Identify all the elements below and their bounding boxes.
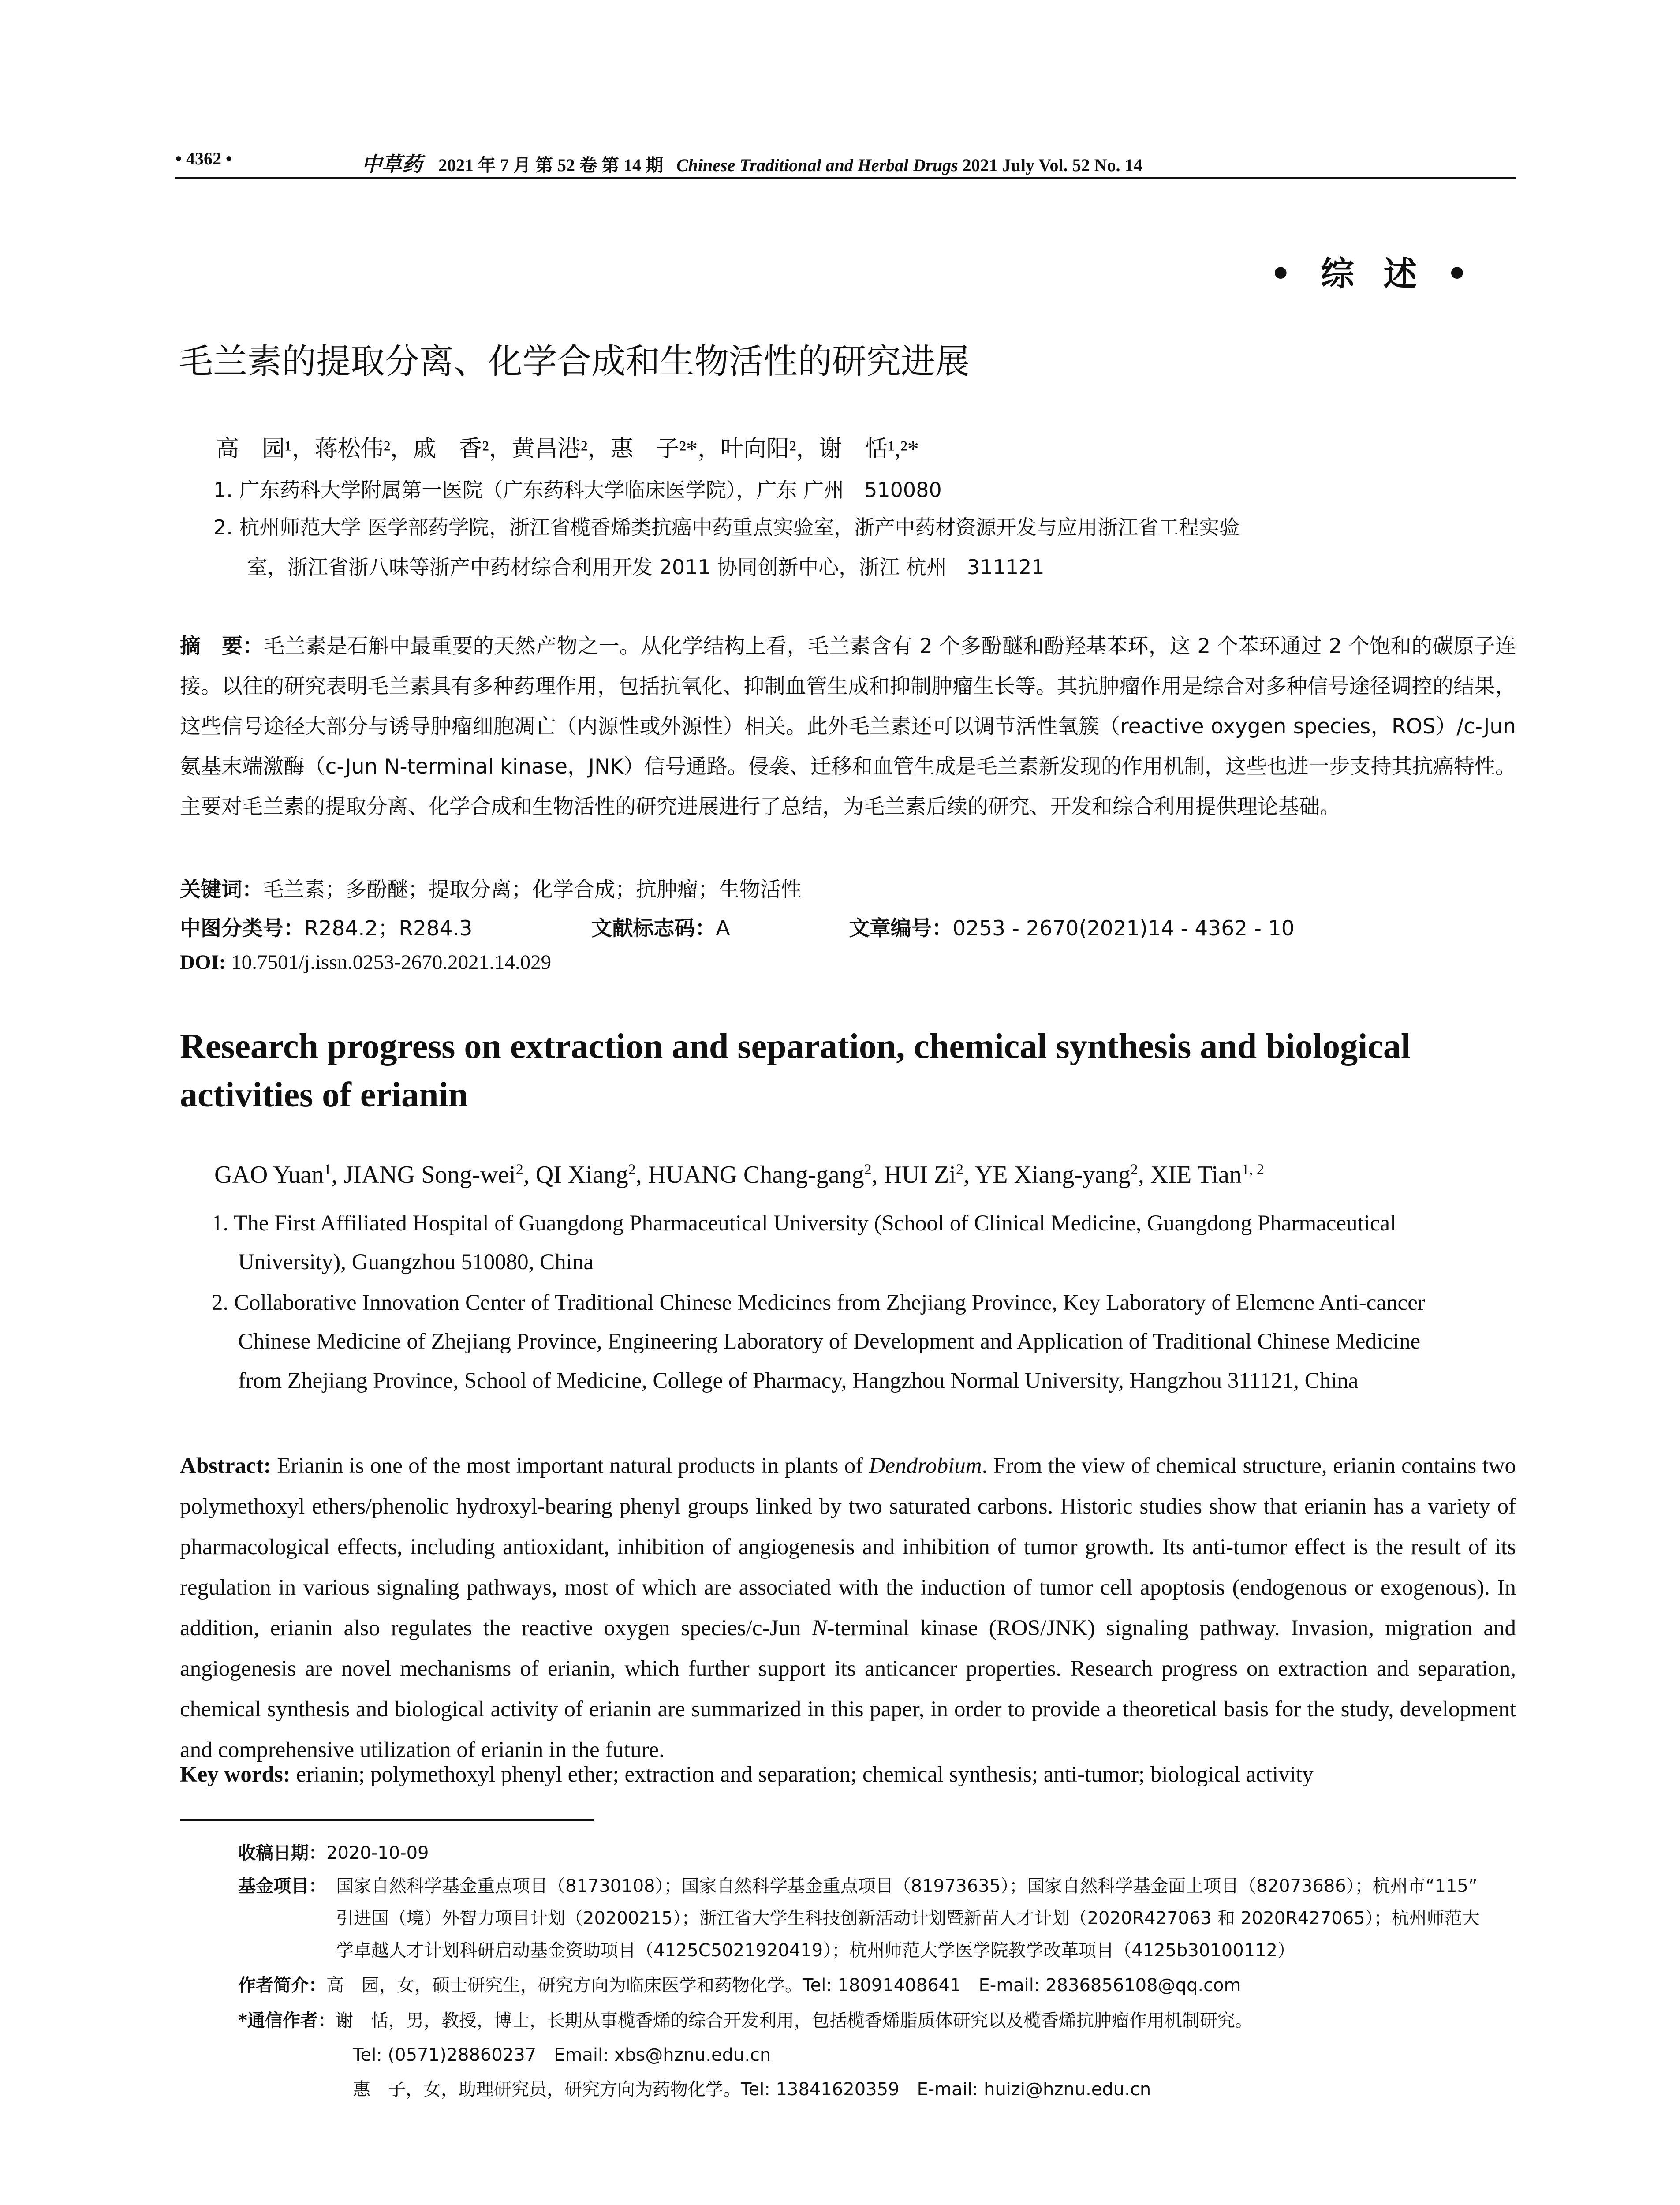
affiliation-cn-2-cont: 室，浙江省浙八味等浙产中药材综合利用开发 2011 协同创新中心，浙江 杭州 311121 (247, 555, 1045, 579)
keywords-cn-text: 毛兰素；多酚醚；提取分离；化学合成；抗肿瘤；生物活性 (263, 878, 802, 902)
abstract-cn (180, 626, 1516, 827)
affiliation-en-2: 2. Collaborative Innovation Center of Traditional Chinese Medicines from Zhejiang Province, Key Laboratory of Elemene Anti-cancer (212, 1290, 1425, 1315)
affiliation-cn-2: 2. 杭州师范大学 医学部药学院，浙江省榄香烯类抗癌中药重点实验室，浙产中药材资源开发与应用浙江省工程实验 (213, 516, 1240, 539)
abstract-en-text-b: . From the view of chemical structure, erianin contains two polymethoxyl ethers/phenolic hydroxyl-bearing phenyl groups linked by two saturated carbons. Historic studies show that erianin has a variety of pharmacological effects, including antioxidant, inhibition of angiogenesis and inhibition of tumor growth. Its anti-tumor effect is the result of its regulation in various signaling pathways, most of which are associated with the induction of tumor cell apoptosis (endogenous or exogenous). In addition, erianin also regulates the reactive oxygen species/c-Jun (180, 1454, 1516, 1641)
received-value: 2020-10-09 (326, 1843, 429, 1863)
corr-line-2: Tel: (0571)28860237 Email: xbs@hznu.edu.cn (353, 2045, 771, 2065)
fund-label (238, 1872, 326, 1897)
author-en-affiliation-mark: 2 (515, 1161, 523, 1178)
author-en-name: YE Xiang-yang (974, 1161, 1131, 1188)
footnote-rule (180, 1819, 594, 1821)
author-en-name: QI Xiang (535, 1161, 628, 1188)
doi-line (180, 950, 551, 974)
journal-name-en: Chinese Traditional and Herbal Drugs (676, 155, 958, 175)
corr-label: *通信作者： (238, 2011, 336, 2031)
abstract-en-text-c: -terminal kinase (ROS/JNK) signaling pathway. Invasion, migration and angiogenesis are novel mechanisms of erianin, which further support its anticancer properties. Research progress on extraction and separation, chemical synthesis and biological activity of erianin are summarized in this paper, in order to provide a theoretical basis for the study, development and comprehensive utilization of erianin in the future. (180, 1616, 1516, 1762)
author-en-name: HUANG Chang-gang (648, 1161, 864, 1188)
author-en-name: JIANG Song-wei (343, 1161, 516, 1188)
doi-value: 10.7501/j.issn.0253-2670.2021.14.029 (231, 951, 552, 974)
author-bio-text: 高 园，女，硕士研究生，研究方向为临床医学和药物化学。Tel: 18091408641 E-mail: 2836856108@qq.com (326, 1975, 1241, 1996)
keywords-en (180, 1762, 1314, 1787)
authors-cn: 高 园¹，蒋松伟²，戚 香²，黄昌港²，惠 子²*，叶向阳²，谢 恬¹,²* (216, 437, 919, 462)
fund-label-text: 基金项目： (238, 1876, 326, 1896)
abstract-en-italic-b: N (812, 1616, 827, 1641)
fund-line-1: 国家自然科学基金重点项目（81730108）；国家自然科学基金重点项目（81973635）；国家自然科学基金面上项目（82073686）；杭州市“115” (336, 1876, 1478, 1896)
keywords-en-label: Key words: (180, 1762, 291, 1787)
abstract-cn-text: 毛兰素是石斛中最重要的天然产物之一。从化学结构上看，毛兰素含有 2 个多酚醚和酚羟基苯环，这 2 个苯环通过 2 个饱和的碳原子连接。以往的研究表明毛兰素具有多种药理作用，包括抗氧化、抑制血管生成和抑制肿瘤生长等。其抗肿瘤作用是综合对多种信号途径调控的结果，这些信号途径大部分与诱导肿瘤细胞凋亡（内源性或外源性）相关。此外毛兰素还可以调节活性氧簇（reactive oxygen species，ROS）/c-Jun 氨基末端激酶（c-Jun N-terminal kinase，JNK）信号通路。侵袭、迁移和血管生成是毛兰素新发现的作用机制，这些也进一步支持其抗癌特性。主要对毛兰素的提取分离、化学合成和生物活性的研究进展进行了总结，为毛兰素后续的研究、开发和综合利用提供理论基础。 (180, 634, 1516, 819)
doc-code-label: 文献标志码： (591, 916, 716, 941)
received-date (238, 1839, 429, 1864)
abstract-en-text-a: Erianin is one of the most important natural products in plants of (271, 1454, 869, 1478)
authors-en: GAO Yuan$^1$, JIANG Song-wei$^2$, QI Xiang$^2$, HUANG Chang-gang$^2$, HUI Zi$^2$, YE Xiang-yang$^2$, XIE Tian$^{1, 2}$ (214, 1161, 1264, 1188)
fund-line-2: 引进国（境）外智力项目计划（20200215）；浙江省大学生科技创新活动计划暨新苗人才计划（2020R427063 和 2020R427065）；杭州师范大 (336, 1908, 1480, 1928)
author-bio-label: 作者简介： (238, 1975, 326, 1996)
abstract-cn-label: 摘 要： (180, 634, 264, 658)
affiliation-en-1-cont: University), Guangzhou 510080, China (238, 1250, 594, 1274)
journal-logo: 中草药 (362, 152, 422, 176)
author-en-name: GAO Yuan (214, 1161, 324, 1188)
author-en-affiliation-mark: 1, 2 (1241, 1161, 1264, 1178)
clc-value: R284.2；R284.3 (304, 916, 473, 941)
issue-cn: 2021 年 7 月 第 52 卷 第 14 期 (438, 155, 663, 175)
author-bio (238, 1971, 1241, 1996)
corr-line-1: 谢 恬，男，教授，博士，长期从事榄香烯的综合开发利用，包括榄香烯脂质体研究以及榄香烯抗肿瘤作用机制研究。 (335, 2011, 1253, 2031)
corr-line-3: 惠 子，女，助理研究员，研究方向为药物化学。Tel: 13841620359 E-mail: huizi@hznu.edu.cn (353, 2079, 1151, 2100)
clc-label: 中图分类号： (180, 916, 304, 941)
abstract-en-label: Abstract: (180, 1454, 271, 1478)
author-en-affiliation-mark: 1 (324, 1161, 332, 1178)
author-en-name: HUI Zi (884, 1161, 956, 1188)
author-en-affiliation-mark: 2 (628, 1161, 636, 1178)
affiliation-en-2-cont-1: Chinese Medicine of Zhejiang Province, Engineering Laboratory of Development and Application of Traditional Chinese Medicine (238, 1329, 1421, 1354)
article-no-value: 0253 - 2670(2021)14 - 4362 - 10 (952, 916, 1295, 941)
corresponding-author (238, 2007, 1253, 2032)
article-no-label: 文章编号： (849, 916, 953, 941)
keywords-cn-label: 关键词： (180, 878, 263, 902)
abstract-en-italic-a: Dendrobium (869, 1454, 982, 1478)
fund-line-3: 学卓越人才计划科研启动基金资助项目（4125C5021920419）；杭州师范大学医学院教学改革项目（4125b30100112） (336, 1940, 1295, 1961)
keywords-en-text: erianin; polymethoxyl phenyl ether; extraction and separation; chemical synthesis; anti-tumor; biological activity (290, 1762, 1314, 1787)
abstract-en (180, 1446, 1516, 1770)
author-en-affiliation-mark: 2 (864, 1161, 872, 1178)
title-en: Research progress on extraction and separation, chemical synthesis and biological activities of erianin (180, 1027, 1411, 1114)
affiliation-en-2-cont-2: from Zhejiang Province, School of Medicine, College of Pharmacy, Hangzhou Normal University, Hangzhou 311121, China (238, 1368, 1359, 1393)
title-cn: 毛兰素的提取分离、化学合成和生物活性的研究进展 (179, 342, 970, 381)
page-number: • 4362 • (175, 149, 232, 168)
affiliation-en-1: 1. The First Affiliated Hospital of Guangdong Pharmaceutical University (School of Clinical Medicine, Guangdong Pharmaceutical (212, 1211, 1396, 1236)
author-en-affiliation-mark: 2 (1130, 1161, 1138, 1178)
affiliation-cn-1: 1. 广东药科大学附属第一医院（广东药科大学临床医学院），广东 广州 510080 (213, 478, 942, 502)
running-header (362, 148, 1142, 177)
doi-label: DOI: (180, 951, 226, 974)
classification-line (180, 912, 1295, 942)
section-label: • 综 述 • (1270, 254, 1477, 293)
author-en-affiliation-mark: 2 (956, 1161, 963, 1178)
issue-en: 2021 July Vol. 52 No. 14 (962, 155, 1142, 175)
header-rule (175, 177, 1516, 179)
doc-code-value: A (716, 916, 730, 941)
author-en-name: XIE Tian (1150, 1161, 1242, 1188)
keywords-cn (180, 873, 802, 903)
received-label: 收稿日期： (238, 1843, 326, 1863)
